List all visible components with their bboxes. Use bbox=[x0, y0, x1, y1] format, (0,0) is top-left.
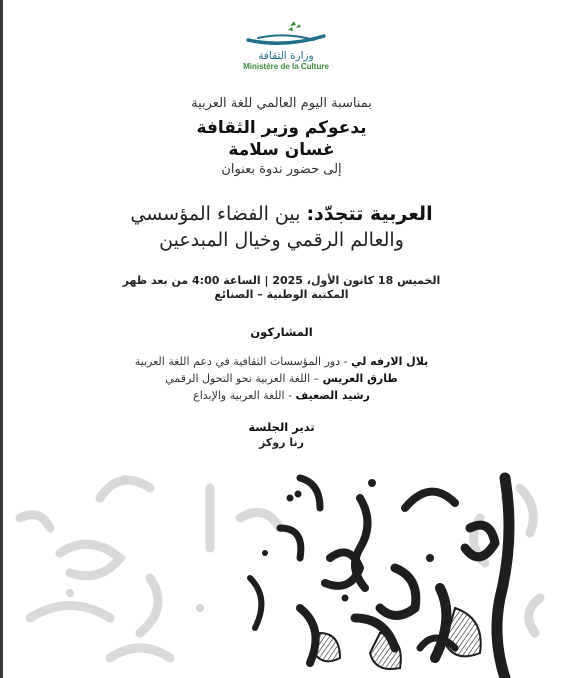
participants-list bbox=[0, 353, 563, 404]
logo-arabic-name: وزارة الثقافة bbox=[258, 50, 314, 62]
seminar-title-bold: العربية تتجدّد: bbox=[306, 203, 433, 225]
moderator-heading: تدير الجلسة bbox=[248, 420, 315, 434]
participants-heading: المشاركون bbox=[250, 325, 313, 339]
participant-name: رشيد الضعيف bbox=[295, 389, 370, 402]
calligraphy-artwork bbox=[0, 458, 563, 678]
ministry-emblem-icon bbox=[244, 18, 328, 50]
host-line: يدعوكم وزير الثقافة bbox=[196, 118, 367, 138]
occasion-line: بمناسبة اليوم العالمي للغة العربية bbox=[191, 96, 372, 111]
participant-topic: - دور المؤسسات الثقافية في دعم اللغة العربية bbox=[134, 355, 352, 368]
participant-item bbox=[0, 370, 563, 387]
calligraphy-illustration bbox=[0, 458, 563, 678]
participant-name: بلال الارفه لي bbox=[351, 355, 429, 368]
participant-name: طارق العريس bbox=[322, 372, 398, 385]
seminar-title-line2: والعالم الرقمي وخيال المبدعين bbox=[159, 229, 404, 251]
host-name: غسان سلامة bbox=[228, 140, 335, 160]
seminar-title bbox=[0, 202, 563, 226]
participant-topic: – اللغة العربية نحو التحول الرقمي bbox=[165, 372, 323, 385]
participant-item bbox=[0, 387, 563, 404]
moderator-name: رنا روكز bbox=[259, 436, 304, 449]
attend-line: إلى حضور ندوة بعنوان bbox=[221, 162, 342, 177]
logo-french-name: Ministère de la Culture bbox=[243, 62, 329, 71]
event-datetime: الخميس 18 كانون الأول، 2025 | الساعة 4:00 من بعد ظهر bbox=[122, 274, 441, 287]
participant-topic: - اللغة العربية والإبداع bbox=[193, 389, 296, 402]
participant-item bbox=[0, 353, 563, 370]
event-venue: المكتبة الوطنية – الصنائع bbox=[214, 288, 349, 301]
ministry-logo bbox=[236, 18, 336, 80]
seminar-title-rest: بين الفضاء المؤسسي bbox=[130, 203, 307, 225]
